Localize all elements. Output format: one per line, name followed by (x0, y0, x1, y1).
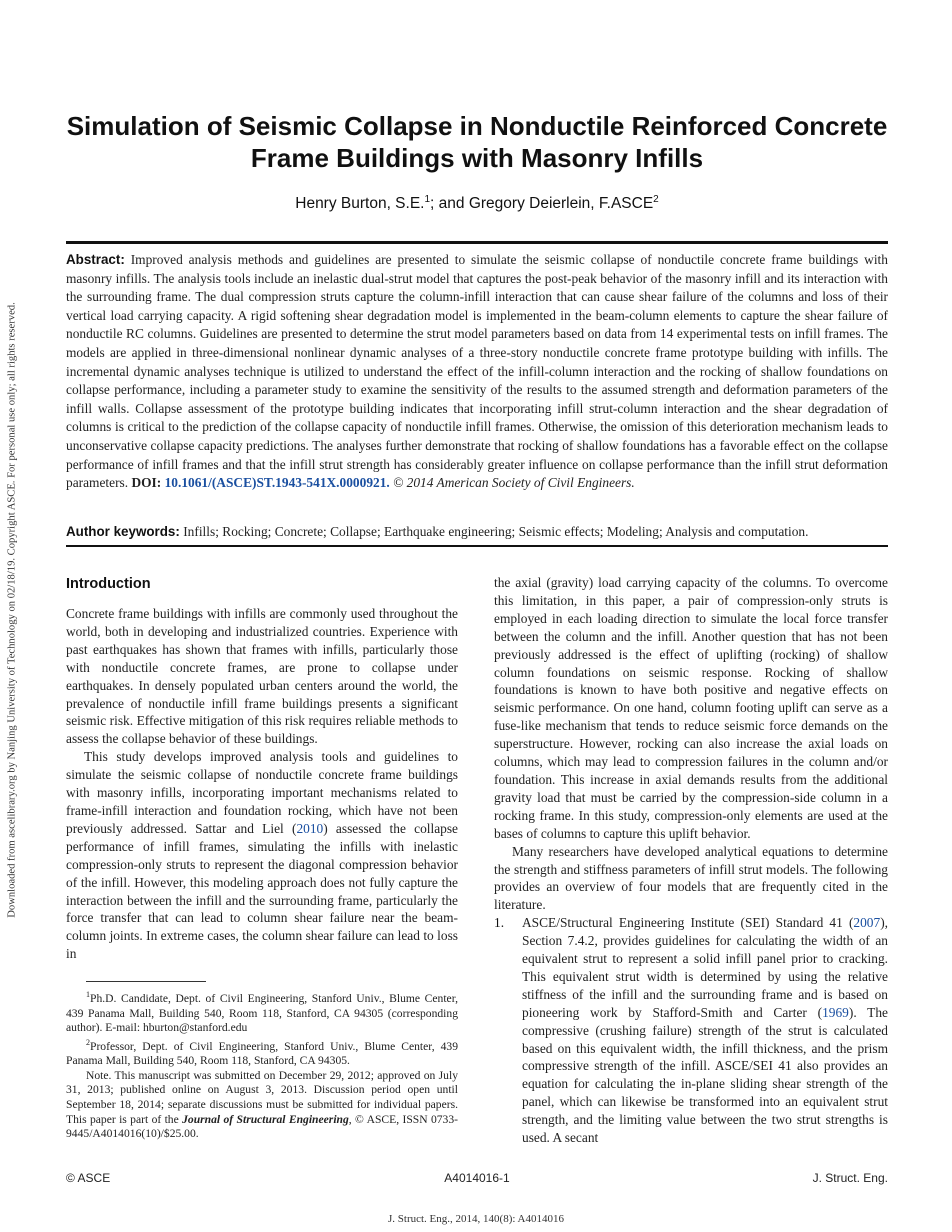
keywords-bottom-rule (66, 545, 888, 547)
right-column (494, 574, 888, 1147)
footer-copyright: © ASCE (66, 1171, 111, 1185)
intro-paragraph-1: Concrete frame buildings with infills are commonly used throughout the world, both in developing and industrialized countries. Experience with past earthquakes has shown that frames with infills, particularly those with nonductile concrete frames, are prone to collapse under earthquakes. In densely populated urban centers around the world, the prevalence of nonductile infill frame buildings presents a significant seismic risk. Effective mitigation of this risk requires reliable methods to assess the collapse behavior of these buildings. (66, 606, 458, 747)
footnote-2-text: Professor, Dept. of Civil Engineering, Stanford Univ., Blume Center, 439 Panama Mall, Building 540, Room 118, Stanford, CA 94305. (66, 1039, 458, 1068)
keywords-label: Author keywords: (66, 524, 180, 539)
page-footer (66, 1171, 888, 1189)
footer-journal: J. Struct. Eng. (812, 1171, 888, 1185)
author-2-affiliation-mark: 2 (653, 194, 659, 205)
section-heading-introduction: Introduction (66, 576, 151, 592)
footnote-1 (66, 988, 458, 1036)
manuscript-note (66, 1069, 458, 1142)
doi-link[interactable]: 10.1061/(ASCE)ST.1943-541X.0000921. (164, 475, 390, 491)
list-item-1-number: 1. (494, 915, 505, 931)
download-notice: Downloaded from ascelibrary.org by Nanjing University of Technology on 02/18/19. Copyright ASCE. For personal use only; all rights reserved. (6, 302, 18, 918)
abstract (66, 251, 888, 493)
manuscript-note-text-a: Note. This manuscript was submitted on December 29, 2012; approved on July 31, 2013; published online on August 3, 2013. Discussion period open until September 18, 2014; separate discussions must be submitted for individual papers. This paper is part of the (66, 1068, 458, 1126)
list-item-1 (494, 914, 888, 1147)
paper-title: Simulation of Seismic Collapse in Nonductile Reinforced Concrete Frame Buildings with Masonry Infills (66, 111, 888, 173)
intro-paragraph-2-text-a: This study develops improved analysis tools and guidelines to simulate the seismic collapse of nonductile concrete frame buildings with masonry infills, incorporating important mechanisms related to frame-infill interaction and foundation rocking, which have not been previously addressed. Sattar and Liel ( (66, 749, 458, 836)
download-notice-sidebar (2, 230, 22, 990)
abstract-copyright: © 2014 American Society of Civil Engineers. (393, 475, 635, 491)
footnote-2-mark: 2 (86, 1037, 90, 1047)
intro-paragraph-2 (66, 748, 458, 963)
abstract-text: Improved analysis methods and guidelines are presented to simulate the seismic collapse of nonductile concrete frame buildings with masonry infills. The analysis tools include an inelastic dual-strut model that captures the post-peak behavior of the masonry infill and its interaction with the surrounding frame. The dual compression struts capture the column-infill interaction that can cause shear failure of the columns and loss of their vertical load carrying capacity. A rigid softening shear degradation model is implemented in the beam-column elements to capture the shear failure of nonductile RC columns. Guidelines are presented to determine the strut model parameters based on data from 14 experimental tests on infill frames. The models are applied in three-dimensional nonlinear dynamic analyses of a three-story nonductile concrete frame prototype building with infills. The incremental dynamic analyses technique is utilized to understand the effect of the infill-column interaction and the rocking of shallow foundations on collapse performance, including a parameter study to examine the sensitivity of the results to the assumed strength and deformation parameters of the infill walls. Collapse assessment of the prototype building indicates that incorporating infill strut-column interaction and the shear degradation of columns is critical to the prediction of the collapse capacity of nonductile infill frames. Otherwise, the omission of this deterioration mechanism leads to unconservative collapse capacity predictions. The analyses further demonstrate that rocking of shallow foundations has a favorable effect on the collapse performance of infill frames and that the infill strut strength has considerably greater influence on collapse performance than the infill strut deformation parameters. (66, 252, 888, 491)
journal-name: Journal of Structural Engineering (182, 1112, 349, 1126)
citation-link-2007[interactable]: 2007 (853, 915, 881, 931)
intro-paragraph-4: Many researchers have developed analytical equations to determine the strength and stiffness parameters of infill strut models. The following provides an overview of four models that are frequently cited in the literature. (494, 843, 888, 913)
list-item-1-text-b: ), Section 7.4.2, provides guidelines for calculating the width of an equivalent strut to represent a solid infill panel prior to cracking. This equivalent strut width is determined by using the relative stiffness of the infill and the surrounding frame and is based on pioneering work by Stafford-Smith and Carter ( (522, 915, 888, 1020)
footnote-1-text: Ph.D. Candidate, Dept. of Civil Engineering, Stanford Univ., Blume Center, 439 Panama Mall, Building 540, Room 118, Stanford, CA 94305 (corresponding author). E-mail: hburton@stanford.edu (66, 991, 458, 1035)
keywords-text: Infills; Rocking; Concrete; Collapse; Earthquake engineering; Seismic effects; Modeling; Analysis and computation. (183, 524, 809, 539)
left-column (66, 574, 458, 1142)
abstract-top-rule (66, 241, 888, 244)
author-2: Gregory Deierlein, F.ASCE (468, 195, 654, 213)
footnote-2 (66, 1036, 458, 1069)
manuscript-note-text-b: , © ASCE, ISSN 0733-9445/A4014016(10)/$25.00. (66, 1112, 459, 1141)
author-line (66, 190, 888, 214)
author-1-affiliation-mark: 1 (424, 194, 431, 205)
list-item-1-text-c: ). The compressive (crushing failure) strength of the strut is calculated based on this equivalent width, the infill thickness, and the prism compressive strength of the infill. ASCE/SEI 41 also provides an equation for calculating the in-plane sliding shear strength of the panel, which can likewise be transformed into an equivalent strut strength, and the limiting value between the two strut strengths is used. A secant (522, 1004, 889, 1146)
footnote-1-mark: 1 (86, 990, 90, 1000)
citation-link-2010[interactable]: 2010 (296, 820, 324, 836)
page-citation: J. Struct. Eng., 2014, 140(8): A4014016 (388, 1213, 564, 1225)
footer-page-number: A4014016-1 (444, 1171, 510, 1185)
author-1: Henry Burton, S.E. (295, 195, 425, 213)
doi-label: DOI: (131, 475, 162, 491)
citation-link-1969[interactable]: 1969 (822, 1004, 849, 1020)
abstract-label: Abstract: (66, 252, 125, 267)
author-separator: ; and (430, 195, 469, 213)
list-item-1-text (522, 914, 888, 1147)
list-item-1-text-a: ASCE/Structural Engineering Institute (SEI) Standard 41 ( (522, 915, 854, 931)
intro-paragraph-3: the axial (gravity) load carrying capacity of the columns. To overcome this limitation, in this paper, a pair of compression-only struts is employed in each loading direction to simulate the local force transfer between the column and the infill. Another question that has not been previously addressed is the effect of uplifting (rocking) of shallow column foundations on seismic response. Rocking of shallow foundations is known to have both positive and negative effects on seismic performance. On one hand, column footing uplift can serve as a fuse-like mechanism that tends to reduce seismic force demands on the superstructure. However, rocking can also increase the axial loads on columns, which may lead to compression failures in the column and/or foundation. This increase in axial demands results from the additional gravity load that must be carried by the compression-side column in a rocking frame. In this study, compression-only elements are used at the bases of columns to capture this uplift behavior. (494, 575, 888, 841)
author-keywords (66, 523, 888, 542)
intro-paragraph-2-text-b: ) assessed the collapse performance of infill frames, simulating the infills with inelastic compression-only struts to represent the diagonal compression behavior of the infill. However, this modeling approach does not fully capture the interaction between the infill and the surrounding frame, particularly the force transfer that can lead to column shear failure near the beam-column joints. In extreme cases, the column shear failure can lead to loss in (66, 820, 458, 962)
footnote-rule (86, 981, 206, 982)
